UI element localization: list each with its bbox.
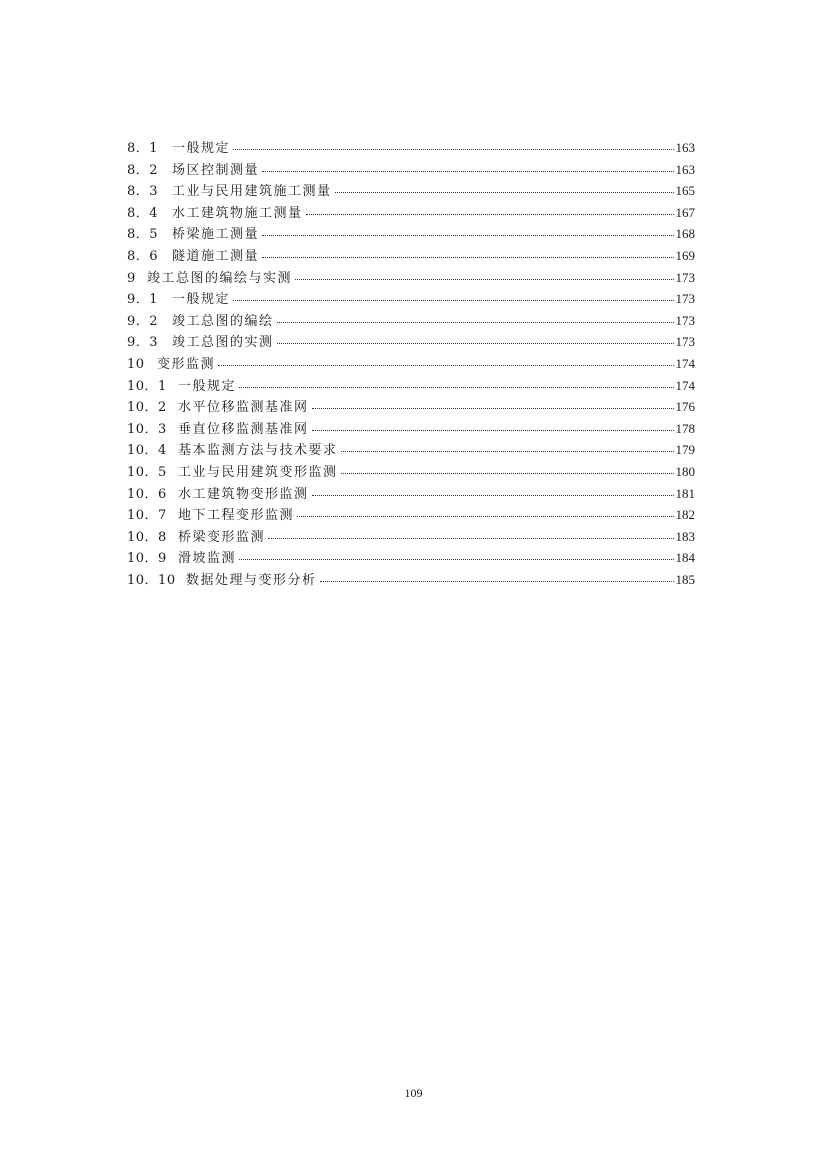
toc-entry-title: 一般规定 [172,141,231,156]
dot-leader [277,321,674,323]
dot-leader [262,170,673,172]
toc-entry-page: 163 [675,161,695,177]
toc-entry-number: 10．6 [127,486,167,502]
toc-entry[interactable] [127,439,695,461]
toc-entry-title: 变形监测 [157,356,216,372]
toc-entry-title: 一般规定 [172,292,231,308]
dot-leader [239,558,673,560]
dot-leader [312,407,674,409]
dot-leader [218,364,673,366]
toc-entry[interactable] [127,223,695,245]
toc-entry-number: 8．2 [127,162,159,178]
toc-entry-page: 168 [675,226,695,242]
toc-entry-number: 9 [127,270,136,286]
toc-entry-page: 176 [675,399,695,415]
toc-entry-page: 180 [675,463,695,479]
toc-entry-number: 10．2 [127,400,167,416]
toc-entry-page: 181 [675,485,695,501]
toc-entry[interactable] [127,180,695,202]
toc-entry-page: 179 [675,442,695,458]
toc-entry-number: 10．1 [127,378,167,394]
toc-entry-title: 桥梁变形监测 [178,529,266,545]
toc-entry-title: 水工建筑物施工测量 [172,205,303,221]
toc-entry-number: 8．1 [127,141,159,156]
toc-entry-title: 水平位移监测基准网 [178,400,309,416]
toc-entry-page: 184 [675,550,695,566]
toc-entry-number: 10 [127,356,145,372]
toc-entry-number: 10．7 [127,508,167,524]
toc-entry[interactable] [127,353,695,375]
toc-entry-number: 10．5 [127,464,167,480]
toc-entry-page: 173 [675,291,695,307]
toc-entry-title: 一般规定 [178,378,237,394]
table-of-contents [127,137,695,590]
toc-entry[interactable] [127,526,695,548]
toc-entry-page: 178 [675,420,695,436]
toc-entry-number: 10．3 [127,421,167,437]
toc-entry-page: 169 [675,247,695,263]
dot-leader [341,472,674,474]
dot-leader [312,494,674,496]
toc-entry-page: 185 [675,571,695,587]
toc-entry-title: 垂直位移监测基准网 [178,421,309,437]
toc-entry-title: 场区控制测量 [172,162,260,178]
dot-leader [295,278,673,280]
toc-entry[interactable] [127,331,695,353]
toc-entry-page: 183 [675,528,695,544]
dot-leader [297,515,673,517]
toc-entry-title: 桥梁施工测量 [172,227,260,243]
toc-entry-number: 9．1 [127,292,159,308]
dot-leader [277,342,674,344]
toc-entry-number: 10．9 [127,551,167,567]
toc-entry-page: 165 [675,183,695,199]
toc-entry[interactable] [127,396,695,418]
toc-entry-title: 地下工程变形监测 [178,508,295,524]
toc-entry-title: 竣工总图的编绘与实测 [147,270,293,286]
dot-leader [233,148,673,150]
dot-leader [268,537,673,539]
dot-leader [341,450,674,452]
toc-entry[interactable] [127,504,695,526]
toc-entry[interactable] [127,483,695,505]
toc-entry-number: 8．4 [127,205,159,221]
toc-entry-title: 工业与民用建筑变形监测 [178,464,338,480]
toc-entry-title: 数据处理与变形分析 [186,572,317,588]
toc-entry[interactable] [127,137,695,159]
toc-entry-title: 隧道施工测量 [172,248,260,264]
dot-leader [233,299,673,301]
toc-entry-number: 8．6 [127,248,159,264]
toc-entry-page: 174 [675,377,695,393]
page-number: 109 [404,1086,423,1100]
dot-leader [320,580,674,582]
toc-entry[interactable] [127,267,695,289]
toc-entry-number: 9．2 [127,313,159,329]
toc-entry[interactable] [127,569,695,591]
toc-entry-title: 竣工总图的编绘 [172,313,274,329]
toc-entry-page: 174 [675,355,695,371]
toc-entry-page: 182 [675,507,695,523]
dot-leader [312,429,674,431]
toc-entry-title: 竣工总图的实测 [172,335,274,351]
toc-entry[interactable] [127,461,695,483]
toc-entry-number: 10．8 [127,529,167,545]
toc-entry-number: 10．10 [127,572,176,588]
toc-entry-page: 173 [675,312,695,328]
toc-entry-number: 10．4 [127,443,167,459]
toc-entry-page: 173 [675,334,695,350]
toc-entry[interactable] [127,245,695,267]
toc-entry-title: 基本监测方法与技术要求 [178,443,338,459]
toc-entry-title: 水工建筑物变形监测 [178,486,309,502]
dot-leader [239,386,673,388]
toc-entry-page: 167 [675,204,695,220]
dot-leader [335,191,674,193]
toc-entry[interactable] [127,202,695,224]
toc-entry[interactable] [127,547,695,569]
toc-entry-number: 8．5 [127,227,159,243]
toc-entry[interactable] [127,159,695,181]
dot-leader [306,213,674,215]
toc-entry[interactable] [127,310,695,332]
toc-entry-number: 8．3 [127,184,159,200]
toc-entry-page: 163 [675,140,695,155]
toc-entry-title: 工业与民用建筑施工测量 [172,184,332,200]
toc-entry[interactable] [127,375,695,397]
toc-entry[interactable] [127,288,695,310]
dot-leader [262,256,673,258]
dot-leader [262,234,673,236]
toc-entry[interactable] [127,418,695,440]
toc-entry-page: 173 [675,269,695,285]
toc-entry-number: 9．3 [127,335,159,351]
toc-entry-title: 滑坡监测 [178,551,237,567]
